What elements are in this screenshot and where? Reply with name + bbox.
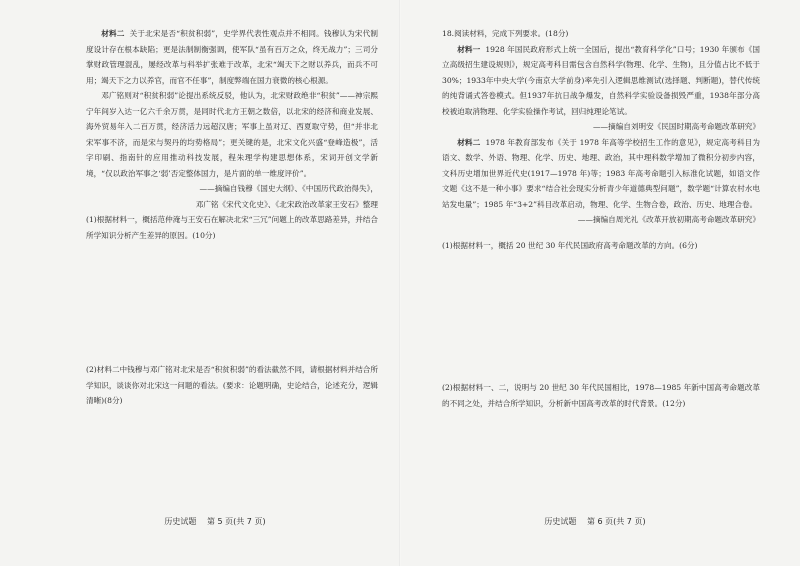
left-footer-subject: 历史试题	[164, 517, 197, 526]
left-footer	[0, 516, 400, 527]
right-material1-paragraph	[442, 42, 760, 120]
left-question-2: (2)材料二中钱穆与邓广铭对北宋是否“积贫积弱”的看法截然不同，请根据材料并结合所学知识，谈谈你对北宋这一问题的看法。(要求：论题明确，史论结合，论述充分，逻辑清晰)(8分)	[86, 365, 378, 405]
right-material1-label: 材料一	[457, 44, 481, 54]
right-footer	[400, 516, 800, 527]
left-question-1: (1)根据材料一，概括范仲淹与王安石在解决北宋“三冗”问题上的改革思路差异，并结合所学知识分析产生差异的原因。(10分)	[86, 215, 378, 240]
right-material2-paragraph	[442, 135, 760, 213]
right-page	[400, 0, 800, 566]
left-material2-text: 关于北宋是否“积贫积弱”，史学界代表性观点并不相同。钱穆认为宋代制度设计存在根本缺陷；更是法制制衡强调，使军队“虽有百万之众，终无战力”；三司分掌财政管理混乱，屡经改革与科举扩张难于改革，北宋“竭天下之财以养兵，而兵不可用；竭天下之力以养官，而官不任事”，制度弊端在国力衰微的核心根源。	[86, 29, 379, 85]
left-material2-paragraph2: 邓广铭则对“积贫积弱”论提出系统反驳，他认为，北宋财政绝非“积贫”——神宗熙宁年间岁入达一亿六千余万贯，是同时代北方王朝之数倍，以北宋的经济和商业发展、海外贸易年入二百万贯，经济活力远超汉唐；军事上虽对辽、西夏取守势，但“并非北宋军事不济，而是宋与契丹的均势格局”；更关键的是，北宋文化兴盛“登峰造极”，活字印刷、指南针的应用推动科技发展，程朱理学构建思想体系，宋词开创文学新境，“仅以政治军事之‘弱’否定整体国力，是片面的单一维度评价”。	[86, 91, 378, 178]
right-question-2: (2)根据材料一、二，说明与 20 世纪 30 年代民国相比，1978—1985 年新中国高考命题改革的不同之处，并结合所学知识，分析新中国高考改革的时代背景。(12分)	[442, 383, 760, 408]
left-material2-source2: 邓广铭《宋代文化史》、《北宋政治改革家王安石》整理	[195, 199, 378, 209]
right-material1-source: ——摘编自刘明安《民国时期高考命题改革研究》	[592, 122, 760, 131]
left-footer-page: 第 5 页(共 7 页)	[206, 517, 266, 526]
left-material2-source1: ——摘编自钱穆《国史大纲》、《中国历代政治得失》，	[199, 184, 378, 193]
left-material2-label: 材料二	[101, 29, 125, 38]
right-question-1: (1)根据材料一，概括 20 世纪 30 年代民国政府高考命题改革的方向。(6分)	[442, 240, 698, 250]
right-question-heading: 18.阅读材料，完成下列要求。(18分)	[442, 29, 569, 38]
right-material2-label: 材料二	[457, 137, 481, 147]
right-material2-source: ——摘编自周光礼《改革开放初期高考命题改革研究》	[577, 215, 760, 224]
right-material2-text: 1978 年教育部发布《关于 1978 年高等学校招生工作的意见》，规定高考科目为语文、数学、外语、物理、化学、历史、地理、政治，其中理科数学增加了微积分初步内容，文科历史增加世界近代史(1917—1978 年)等；1983 年高考命题引入标准化试题，如语文作文题《这不是一种小事》要求“结合社会现实分析青少年道德典型问题”，数学题“计算农村水电站发电量”；1985 年“3+2”科目改革启动，物理、化学、生物合卷，政治、历史、地理合卷。	[442, 137, 761, 209]
right-material1-text: 1928 年国民政府形式上统一全国后，提出“教育科学化”口号；1930 年颁布《国立高级招生建设规则》，规定高考科目需包含自然科学(物理、化学、生物)，且分值占比不低于30%；1933年中央大学(今南京大学前身)率先引入逻辑思维测试(选择题、判断题)，替代传统的纯背诵式答卷模式。但1937年抗日战争爆发，自然科学实验设备损毁严重，1938年部分高校被迫取消物理、化学实验操作考试，回归纯理论笔试。	[442, 44, 761, 116]
right-footer-page: 第 6 页(共 7 页)	[586, 517, 646, 526]
right-footer-subject: 历史试题	[544, 517, 577, 526]
left-material2-paragraph1	[86, 26, 378, 88]
